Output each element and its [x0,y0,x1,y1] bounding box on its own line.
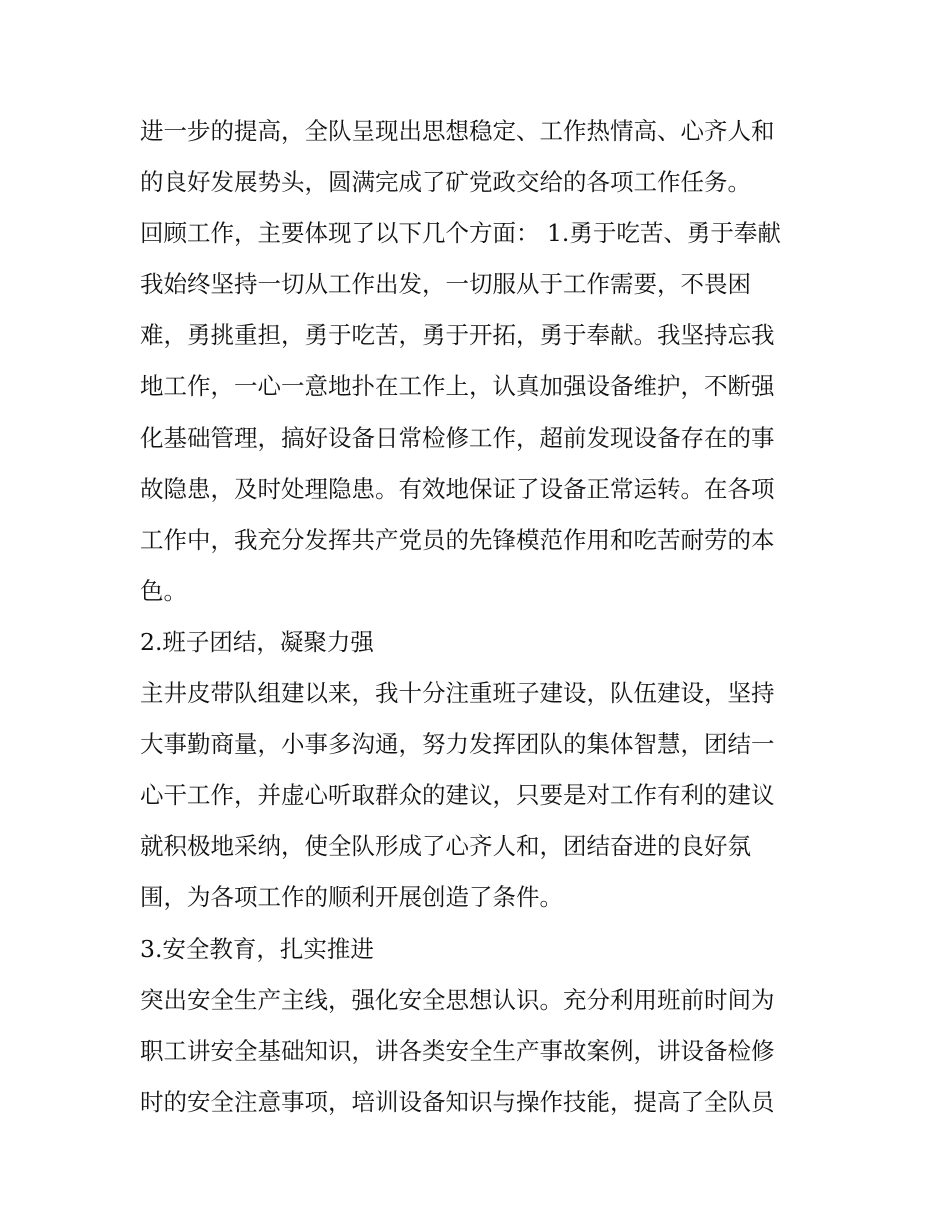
paragraph-line: 主井皮带队组建以来，我十分注重班子建设，队伍建设，坚持 [140,679,775,708]
paragraph-line: 时的安全注意事项，培训设备知识与操作技能，提高了全队员 [140,1087,775,1116]
paragraph-line: 围，为各项工作的顺利开展创造了条件。 [140,883,563,912]
body-text [140,106,820,1128]
paragraph-line: 工作中，我充分发挥共产党员的先锋模范作用和吃苦耐劳的本 [140,525,775,554]
paragraph-line: 职工讲安全基础知识，讲各类安全生产事故案例，讲设备检修 [140,1036,775,1065]
paragraph-line: 就积极地采纳，使全队形成了心齐人和，团结奋进的良好氛 [140,832,751,861]
paragraph-line: 大事勤商量，小事多沟通，努力发挥团队的集体智慧，团结一 [140,730,775,759]
paragraph-line: 难，勇挑重担，勇于吃苦，勇于开拓，勇于奉献。我坚持忘我 [140,321,775,350]
section-heading: 2.班子团结，凝聚力强 [140,627,374,656]
paragraph-line: 突出安全生产主线，强化安全思想认识。充分利用班前时间为 [140,985,775,1014]
paragraph-line: 进一步的提高，全队呈现出思想稳定、工作热情高、心齐人和 [140,117,775,145]
paragraph-line: 色。 [140,576,187,605]
paragraph-line: 的良好发展势头，圆满完成了矿党政交给的各项工作任务。 [140,168,751,197]
section-heading: 3.安全教育，扎实推进 [140,934,374,963]
paragraph-line: 回顾工作，主要体现了以下几个方面： 1.勇于吃苦、勇于奉献 [140,219,781,248]
paragraph-line: 化基础管理，搞好设备日常检修工作，超前发现设备存在的事 [140,423,775,452]
paragraph-line: 我始终坚持一切从工作出发，一切服从于工作需要，不畏困 [140,270,751,299]
paragraph-line: 故隐患，及时处理隐患。有效地保证了设备正常运转。在各项 [140,474,775,503]
paragraph-line: 地工作，一心一意地扑在工作上，认真加强设备维护，不断强 [140,372,775,401]
paragraph-line: 心干工作，并虚心听取群众的建议，只要是对工作有利的建议 [140,781,775,810]
